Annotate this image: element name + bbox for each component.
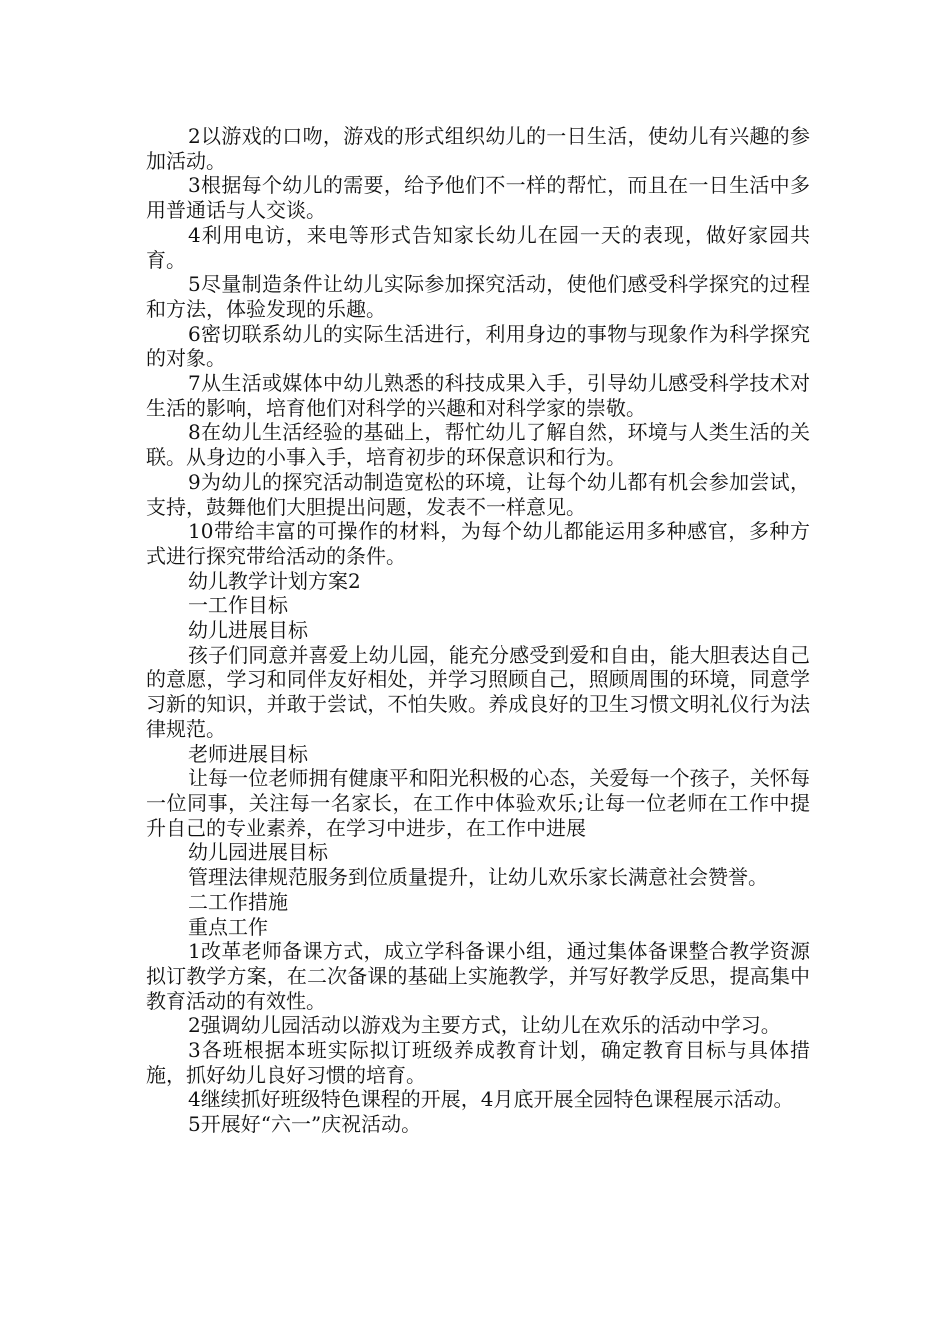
- paragraph: 2以游戏的口吻，游戏的形式组织幼儿的一日生活，使幼儿有兴趣的参加活动。: [146, 124, 810, 173]
- document-body: [146, 124, 810, 1137]
- paragraph: 8在幼儿生活经验的基础上，帮忙幼儿了解自然，环境与人类生活的关联。从身边的小事入手，培育初步的环保意识和行为。: [146, 420, 810, 470]
- paragraph: 1改革老师备课方式，成立学科备课小组，通过集体备课整合教学资源拟订教学方案，在二次备课的基础上实施教学，并写好教学反思，提高集中教育活动的有效性。: [146, 939, 810, 1013]
- subheading: 幼儿进展目标: [188, 618, 308, 643]
- section-title: 幼儿教学计划方案2: [188, 568, 361, 593]
- paragraph: 10带给丰富的可操作的材料，为每个幼儿都能运用多种感官，多种方式进行探究带给活动的条件。: [146, 519, 810, 568]
- paragraph: 4继续抓好班级特色课程的开展，4月底开展全园特色课程展示活动。: [188, 1087, 794, 1112]
- paragraph: 孩子们同意并喜爱上幼儿园，能充分感受到爱和自由，能大胆表达自己的意愿，学习和同伴友好相处，并学习照顾自己，照顾周围的环境，同意学习新的知识，并敢于尝试，不怕失败。养成良好的卫生习惯文明礼仪行为法律规范。: [146, 642, 810, 741]
- paragraph: 5开展好“六一”庆祝活动。: [188, 1112, 422, 1137]
- paragraph: 2强调幼儿园活动以游戏为主要方式，让幼儿在欢乐的活动中学习。: [188, 1013, 781, 1038]
- paragraph: 3根据每个幼儿的需要，给予他们不一样的帮忙，而且在一日生活中多用普通话与人交谈。: [146, 173, 810, 223]
- paragraph: 9为幼儿的探究活动制造宽松的环境，让每个幼儿都有机会参加尝试，支持，鼓舞他们大胆提出问题，发表不一样意见。: [146, 469, 810, 519]
- paragraph: 3各班根据本班实际拟订班级养成教育计划，确定教育目标与具体措施，抓好幼儿良好习惯的培育。: [146, 1038, 810, 1087]
- heading: 一工作目标: [188, 593, 288, 618]
- paragraph: 7从生活或媒体中幼儿熟悉的科技成果入手，引导幼儿感受科学技术对生活的影响，培育他们对科学的兴趣和对科学家的崇敬。: [146, 371, 810, 420]
- paragraph: 管理法律规范服务到位质量提升，让幼儿欢乐家长满意社会赞誉。: [188, 865, 768, 890]
- paragraph: 让每一位老师拥有健康平和阳光积极的心态，关爱每一个孩子，关怀每一位同事，关注每一名家长，在工作中体验欢乐;让每一位老师在工作中提升自己的专业素养，在学习中进步，在工作中进展: [146, 766, 810, 840]
- subheading: 幼儿园进展目标: [188, 840, 328, 865]
- paragraph: 4利用电访，来电等形式告知家长幼儿在园一天的表现，做好家园共育。: [146, 222, 810, 272]
- paragraph: 6密切联系幼儿的实际生活进行，利用身边的事物与现象作为科学探究的对象。: [146, 321, 810, 371]
- subheading: 重点工作: [188, 914, 268, 939]
- heading: 二工作措施: [188, 889, 288, 914]
- paragraph: 5尽量制造条件让幼儿实际参加探究活动，使他们感受科学探究的过程和方法，体验发现的乐趣。: [146, 272, 810, 321]
- subheading: 老师进展目标: [188, 741, 308, 766]
